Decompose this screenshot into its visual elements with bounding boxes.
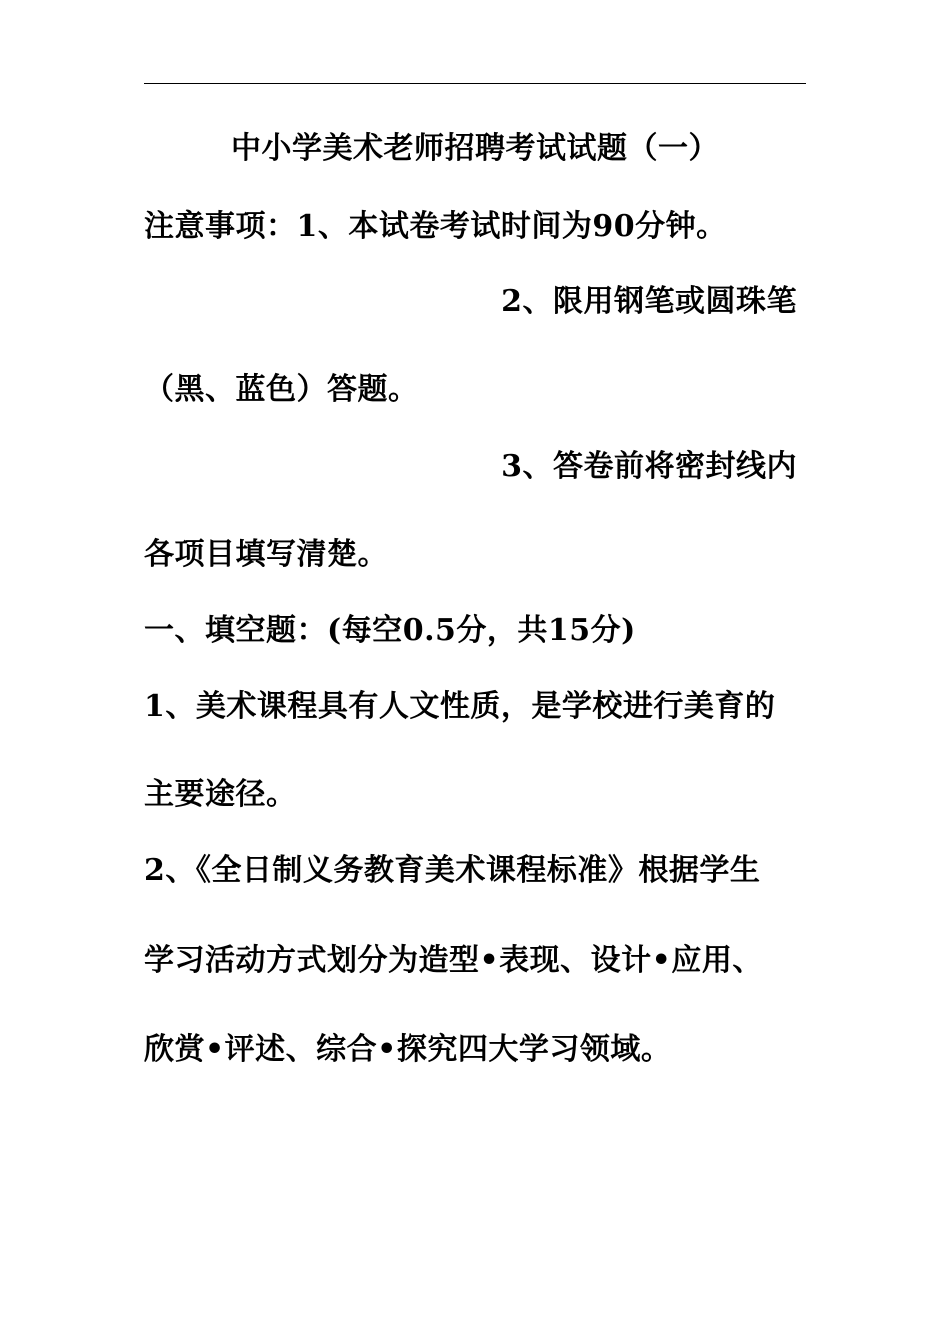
section-heading: 一、填空题：(每空0.5分，共15分) <box>144 613 636 648</box>
notice-line-5: 各项目填写清楚。 <box>144 537 388 572</box>
page-title: 中小学美术老师招聘考试试题（一） <box>231 131 719 166</box>
question-2-line-2: 学习活动方式划分为造型•表现、设计•应用、 <box>144 943 763 978</box>
question-2-line-3: 欣赏•评述、综合•探究四大学习领域。 <box>144 1032 672 1067</box>
notice-line-3: （黑、蓝色）答题。 <box>144 372 419 407</box>
notice-line-1: 注意事项：1、本试卷考试时间为90分钟。 <box>144 209 727 244</box>
notice-line-2: 2、限用钢笔或圆珠笔 <box>501 284 797 319</box>
question-2-line-1: 2、《全日制义务教育美术课程标准》根据学生 <box>144 853 761 888</box>
header-rule <box>144 83 806 84</box>
question-1-line-1: 1、美术课程具有人文性质，是学校进行美育的 <box>144 689 776 724</box>
question-1-line-2: 主要途径。 <box>144 777 297 812</box>
notice-line-4: 3、答卷前将密封线内 <box>501 449 797 484</box>
